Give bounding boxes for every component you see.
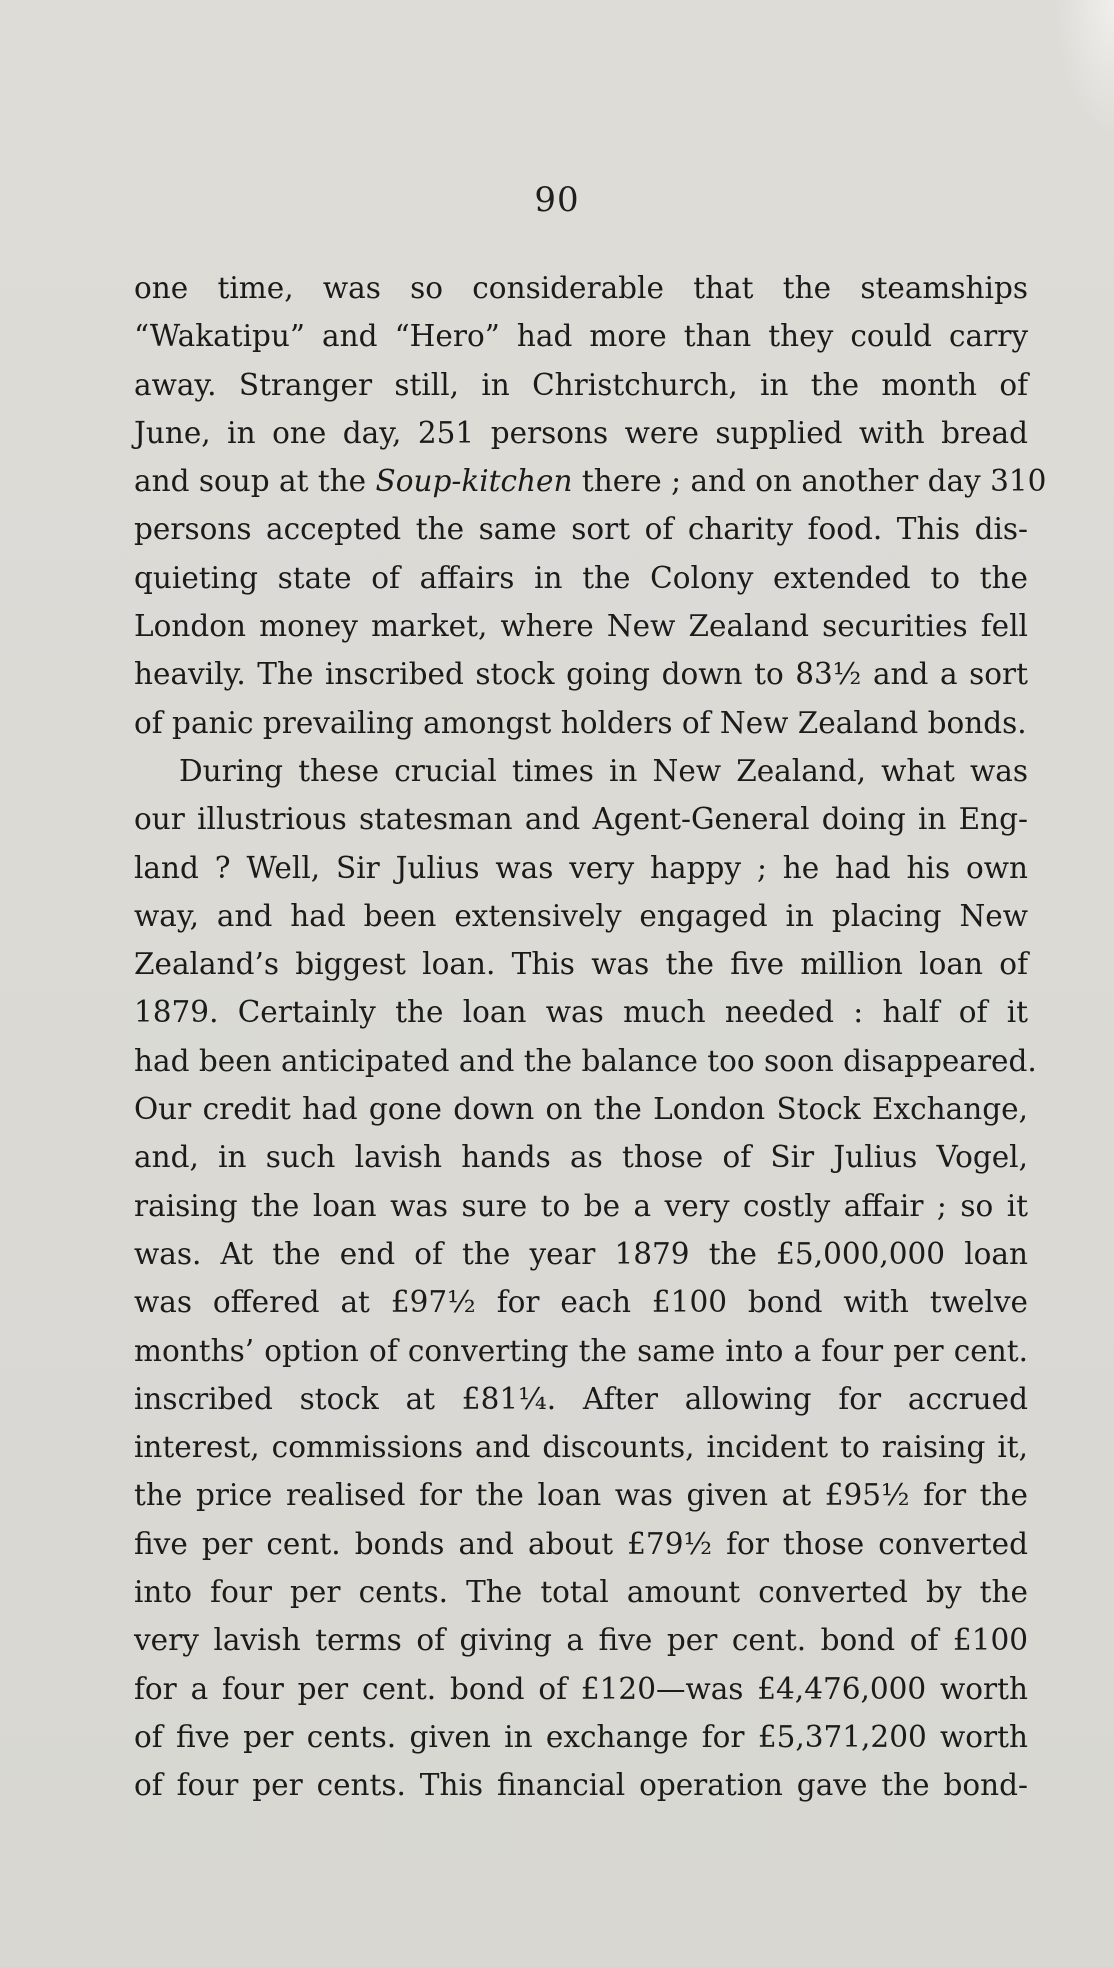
text-line: away. Stranger still, in Christchurch, in the month of	[134, 367, 1028, 402]
text-line: 1879. Certainly the loan was much needed : half of it	[134, 995, 1028, 1030]
paragraph-2	[134, 747, 1037, 1810]
text-line: very lavish terms of giving a five per cent. bond of £100	[134, 1623, 1028, 1658]
paragraph-1	[134, 264, 1047, 747]
italic-phrase: Soup-kitchen	[375, 464, 573, 499]
text-line: quieting state of affairs in the Colony extended to the	[134, 560, 1028, 595]
text-line: “Wakatipu” and “Hero” had more than they could carry	[134, 319, 1028, 354]
page-number: 90	[534, 180, 580, 220]
page-shading	[1054, 0, 1114, 140]
text-line: heavily. The inscribed stock going down to 83½ and a sort	[134, 657, 1028, 692]
text-line: into four per cents. The total amount converted by the	[134, 1575, 1028, 1610]
text-line: During these crucial times in New Zealand, what was	[179, 753, 1028, 788]
text-line: of panic prevailing amongst holders of New Zealand bonds.	[134, 705, 1027, 740]
text-line: and, in such lavish hands as those of Sir Julius Vogel,	[134, 1140, 1028, 1175]
text-line: five per cent. bonds and about £79½ for those converted	[134, 1526, 1028, 1561]
text-line: one time, was so considerable that the steamships	[134, 271, 1028, 305]
text-line: interest, commissions and discounts, incident to raising it,	[134, 1430, 1028, 1465]
text-line: inscribed stock at £81¼. After allowing for accrued	[134, 1381, 1028, 1416]
text-line: was offered at £97½ for each £100 bond with twelve	[134, 1285, 1028, 1320]
text-line: was. At the end of the year 1879 the £5,000,000 loan	[134, 1236, 1028, 1271]
text-line: of four per cents. This financial operation gave the bond-	[134, 1768, 1028, 1803]
text-line: London money market, where New Zealand securities fell	[134, 609, 1028, 644]
text-line: and soup at the Soup-kitchen there ; and on another day 310	[134, 464, 1047, 499]
text-line: way, and had been extensively engaged in placing New	[134, 898, 1028, 933]
text-line: had been anticipated and the balance too soon disappeared.	[134, 1043, 1037, 1078]
text-line: persons accepted the same sort of charity food. This dis-	[134, 512, 1028, 547]
text-line: raising the loan was sure to be a very costly affair ; so it	[134, 1188, 1028, 1223]
text-line: for a four per cent. bond of £120—was £4,476,000 worth	[134, 1671, 1028, 1706]
text-line: land ? Well, Sir Julius was very happy ; he had his own	[134, 850, 1028, 885]
text-line: our illustrious statesman and Agent-General doing in Eng-	[134, 802, 1028, 837]
body-text	[134, 264, 1047, 1810]
text-line: Zealand’s biggest loan. This was the five million loan of	[134, 947, 1028, 982]
text-line: June, in one day, 251 persons were supplied with bread	[134, 415, 1028, 450]
text-line: months’ option of converting the same into a four per cent.	[134, 1333, 1028, 1368]
text-line: the price realised for the loan was given at £95½ for the	[134, 1478, 1028, 1513]
text-line: Our credit had gone down on the London Stock Exchange,	[134, 1092, 1028, 1127]
text-line: of five per cents. given in exchange for £5,371,200 worth	[134, 1719, 1028, 1754]
